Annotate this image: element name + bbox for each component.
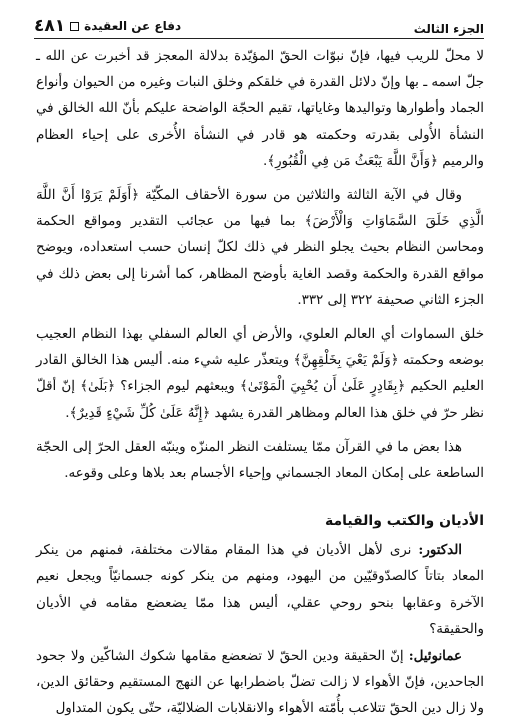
part-title: الجزء الثالث xyxy=(413,22,484,36)
header-book-info xyxy=(34,16,181,36)
paragraph-3: خلق السماوات أي العالم العلوي، والأرض أي العالم السفلي بهذا النظام العجيب بوضعه وحكمته ﴿وَلَمْ يَعْيَ بِخَلْقِهِنَّ﴾ ويتعذّر عليه شيء منه. أليس هذا الخالق القادر العليم الحكيم ﴿بِقَادِرٍ عَلَىٰ أَن يُحْيِيَ الْمَوْتَىٰ﴾ ويبعثهم ليوم الجزاء؟ ﴿بَلَىٰ﴾ إنّ أقلّ نظر حرّ في خلق هذا العالم ومظاهر القدرة يشهد ﴿إِنَّهُ عَلَىٰ كُلِّ شَيْءٍ قَدِيرٌ﴾. xyxy=(36,327,484,421)
page-number: ٤٨١ xyxy=(34,16,66,36)
emmanuel-text: إنّ الحقيقة ودين الحقّ لا تضعضع مقامها شكوك الشاكّين ولا جحود الجاحدين، فإنّ الأهواء لا زالت تضلّ باضطرابها عن النهج المستقيم وحقائق الدين، ولا زال دين الحقّ تتلاعب بأُمّته الأهواء والانقلابات الضلاليّة، حتّى يكون المتداول xyxy=(36,649,484,717)
book-title: دفاع عن العقيدة xyxy=(84,19,182,33)
separator-square-icon xyxy=(70,22,79,31)
paragraph-2: وقال في الآية الثالثة والثلاثين من سورة الأحقاف المكّيّة ﴿أَوَلَمْ يَرَوْا أَنَّ اللَّهَ الَّذِي خَلَقَ السَّمَاوَاتِ وَالْأَرْضَ﴾ بما فيها من عجائب التقدير ومواقع الحكمة ومحاسن النظام بحيث يجلو النظر في ذلك لكلّ إنسان حسب استعداده، ويوضح مواقع القدرة والحكمة وقصد الغاية بأوضح المظاهر، كما أشرنا إلى بعض ذلك في الجزء الثاني صحيفة ٣٢٢ إلى ٣٣٢. xyxy=(36,188,484,308)
paragraph-1: لا محلّ للريب فيها، فإنّ نبوّات الحقّ المؤيّدة بدلالة المعجز قد أخبرت عن الله ـ جلّ اسمه ـ بها وإنّ دلائل القدرة في خلقكم وخلق النبات وغيره من الحيوان وأنواع الجماد وأطوارها وتواليدها وغاياتها، تقيم الحجّة الواضحة عليكم بأنّ الله الخالق في النشأة الأُولى بقدرته وحكمته هو قادر في النشأة الأُخرى على إحياء العظام والرميم ﴿وَأَنَّ اللَّهَ يَبْعَثُ مَن فِي الْقُبُورِ﴾. xyxy=(36,49,484,169)
doctor-text: نرى لأهل الأديان في هذا المقام مقالات مختلفة، فمنهم من ينكر المعاد بتاتاً كالصدّوقيّين من اليهود، ومنهم من ينكر كونه جسمانيّاً ويجعل نعيم الآخرة وعقابها بنحو روحي عقلي، أليس هذا ممّا يضعضع مقامه في الأديان والحقيقة؟ xyxy=(36,543,484,637)
dialogue-doctor xyxy=(36,537,484,643)
header-rule xyxy=(34,38,484,39)
speaker-emmanuel: عمانوئيل: xyxy=(408,648,462,665)
running-header xyxy=(34,14,484,36)
speaker-doctor: الدكتور: xyxy=(418,542,462,559)
section-heading: الأديان والكتب والقيامة xyxy=(324,513,484,530)
page-body xyxy=(36,44,484,723)
paragraph-4: هذا بعض ما في القرآن ممّا يستلفت النظر المنزّه وينبّه العقل الحرّ إلى الحجّة الساطعة على إمكان المعاد الجسماني وإحياء الأجسام بعد بلاها وعلى وقوعه. xyxy=(36,439,484,482)
dialogue-emmanuel xyxy=(36,643,484,723)
